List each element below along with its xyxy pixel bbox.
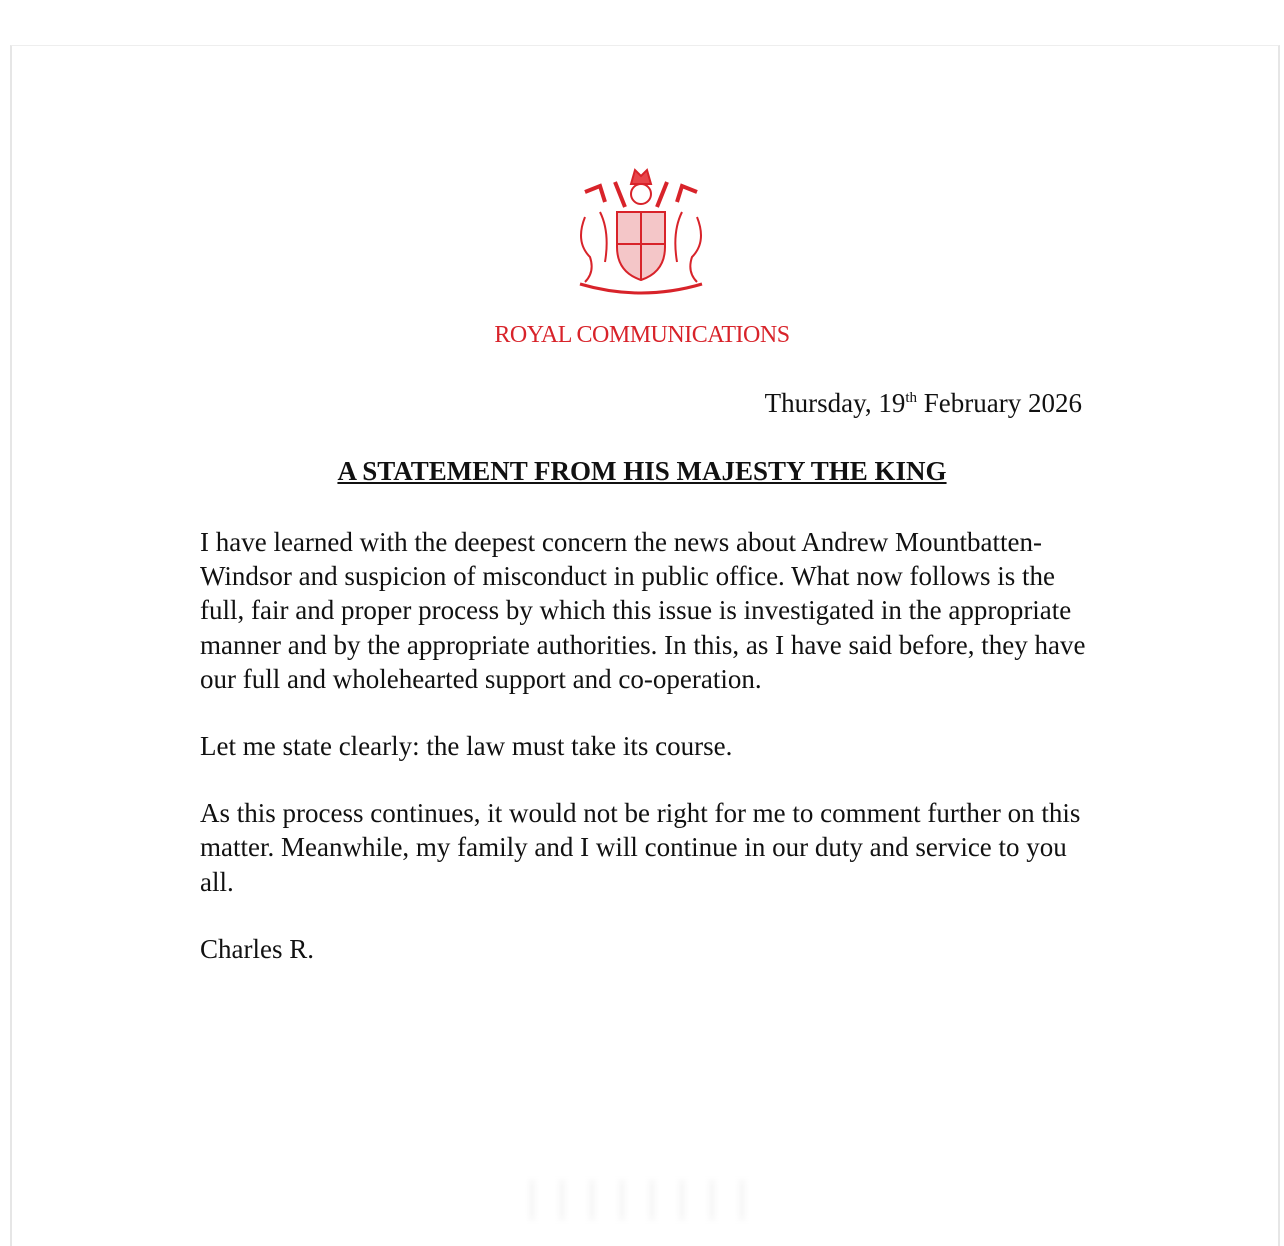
date-suffix: th: [905, 390, 918, 406]
date-month-year: February 2026: [923, 388, 1082, 418]
statement-date: [765, 388, 1082, 419]
royal-crest-icon: [565, 162, 717, 297]
paragraph: I have learned with the deepest concern the news about Andrew Mountbatten-Windsor and suspicion of misconduct in public office. What now follows is the full, fair and proper process by which this issue is investigated in the appropriate manner and by the appropriate authorities. In this, as I have said before, they have our full and wholehearted support and co-operation.: [200, 527, 1086, 694]
date-day: 19: [878, 388, 906, 418]
organisation-name: ROYAL COMMUNICATIONS: [494, 322, 790, 348]
paragraph: As this process continues, it would not be right for me to comment further on this matter. Meanwhile, my family and I will continue in our duty and service to you all.: [200, 798, 1081, 897]
date-weekday: Thursday,: [764, 388, 872, 418]
watermark-blur: [520, 1180, 760, 1220]
statement-body: [200, 525, 1100, 999]
paragraph: Let me state clearly: the law must take its course.: [200, 731, 733, 762]
statement-title: A STATEMENT FROM HIS MAJESTY THE KING: [337, 456, 947, 486]
signature: Charles R.: [200, 933, 314, 964]
